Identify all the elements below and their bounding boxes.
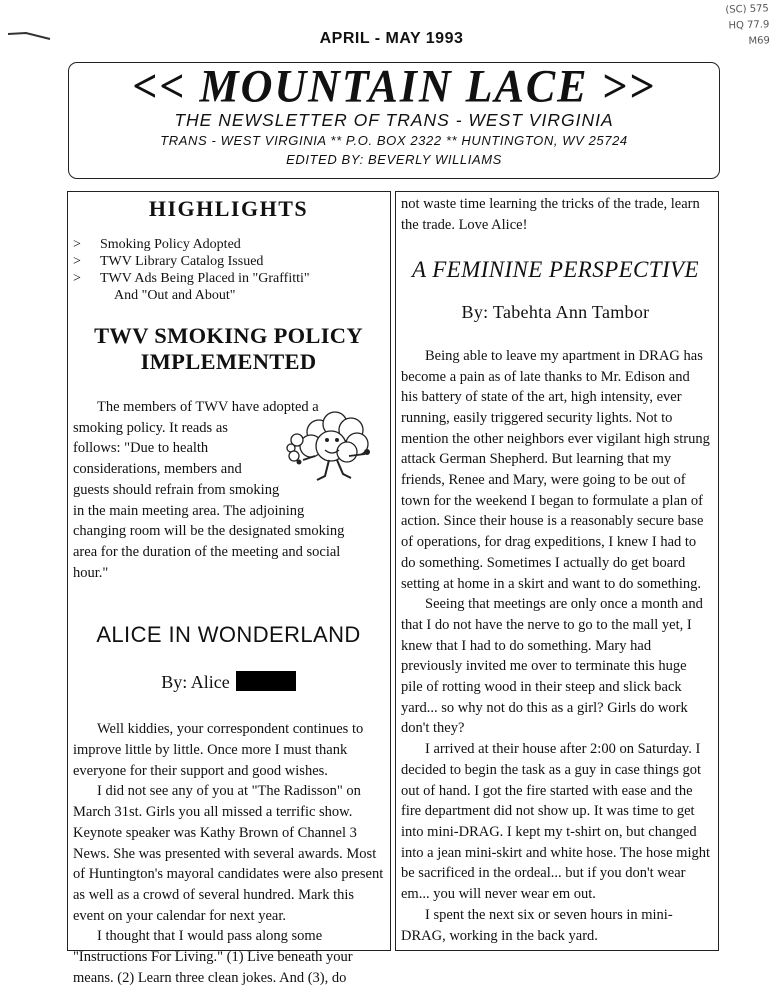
perspective-byline: By: Tabehta Ann Tambor [461,302,650,323]
smoking-text-line: The members of TWV have adopted a [97,399,319,415]
left-column [67,191,391,986]
alice-column-heading: ALICE IN WONDERLAND [96,622,361,648]
editor-credit: EDITED BY: BEVERLY WILLIAMS [286,152,502,167]
smoking-cloud-cartoon-icon [285,410,385,486]
archive-note-line: M69 [747,35,770,47]
highlights-list [73,236,384,287]
archive-note-line: HQ 77.9 [727,19,770,32]
highlights-heading: HIGHLIGHTS [148,196,309,221]
smoking-text-line: smoking policy. It reads as [73,419,228,436]
masthead [68,62,720,179]
arrow-bullet-icon: > [73,254,81,269]
highlight-item: > TWV Ads Being Placed in "Graffitti" [73,271,310,286]
right-column [395,191,719,951]
highlight-item-continuation: And "Out and About" [114,288,236,303]
feminine-perspective-heading: A FEMININE PERSPECTIVE [412,257,699,283]
alice-paragraph: I did not see any of you at "The Radisson" on March 31st. Girls you all missed a terrific show. Keynote speaker was Kathy Brown of Channel 3 News. She was presented with several awards. Most of Huntington's mayoral candidates were also present as well as a crowd of several hundred. Mark this event on your calendar for next year. [73,783,384,924]
perspective-paragraph: Being able to leave my apartment in DRAG has become a pain as of late thanks to Mr. Edison and his battery of state of the art, high intensity, ever running, easily triggered security lights. Not to mention the other neighbors ever vigilant high strung attack German Shepherd. But learning that my friends, Renee and Mary, were going to be out of town for the weekend I began to formulate a plan of action. Since their house is a reasonably secure base of operations, for drag expeditions, I knew I had to do something. Sometimes I actually do get board setting at home in a skirt and want to do something. [401,347,710,592]
smoking-text-line: follows: "Due to health [73,440,209,457]
perspective-paragraph: Seeing that meetings are only once a month and that I do not have the nerve to go to the mall yet, I knew that I had to do something. Mary had previously invited me over to terminate this huge pile of rotting wood in their steep and slick back yard... so why not do this as a girl? Girls do work don't they? [401,596,703,737]
smoking-policy-heading: TWV SMOKING POLICY IMPLEMENTED [94,323,363,374]
perspective-article [401,346,710,946]
alice-byline: By: Alice [73,671,384,693]
smoking-text-line: considerations, members and [73,461,242,478]
arrow-bullet-icon: > [73,271,81,286]
arrow-bullet-icon: > [73,237,81,252]
highlight-item: > TWV Library Catalog Issued [73,254,264,269]
alice-article [73,719,384,988]
alice-paragraph: Well kiddies, your correspondent continues to improve little by little. Once more I must thank everyone for their support and good wishes. [73,721,364,779]
highlight-item: > Smoking Policy Adopted [73,237,241,252]
smoking-text-line: guests should refrain from smoking [73,481,280,498]
alice-paragraph: I thought that I would pass along some "Instructions For Living." (1) Live beneath your means. (2) Learn three clean jokes. And (3), do [73,928,353,986]
smoking-text-line: area for the duration of the meeting and social [73,543,341,560]
newsletter-title: << MOUNTAIN LACE >> [132,60,656,113]
redaction-bar [236,671,296,691]
smoking-text-line: in the main meeting area. The adjoining [73,502,305,519]
perspective-paragraph: I arrived at their house after 2:00 on Saturday. I decided to begin the task as a guy in case things got out of hand. I got the fire started with ease and the fire department did not show up. It was time to get into mini-DRAG. I kept my t-shirt on, but changed into a jean mini-skirt and white hose. The hose might be sacrificed in the ordeal... but if you don't wear em... you will never wear em out. [401,741,711,903]
perspective-paragraph: I spent the next six or seven hours in mini-DRAG, working in the back yard. [401,906,673,944]
smoking-text-line: changing room will be the designated smoking [73,523,345,540]
smoking-policy-article [73,397,384,583]
archive-note-line: (SC) 575 [724,3,769,16]
smoking-text-line: hour." [73,564,109,581]
newsletter-subtitle: THE NEWSLETTER OF TRANS - WEST VIRGINIA [174,110,614,130]
alice-continued-text: not waste time learning the tricks of the trade, learn the trade. Love Alice! [401,196,700,233]
issue-date: APRIL - MAY 1993 [319,30,464,47]
mailing-address: TRANS - WEST VIRGINIA ** P.O. BOX 2322 ** HUNTINGTON, WV 25724 [160,133,628,148]
